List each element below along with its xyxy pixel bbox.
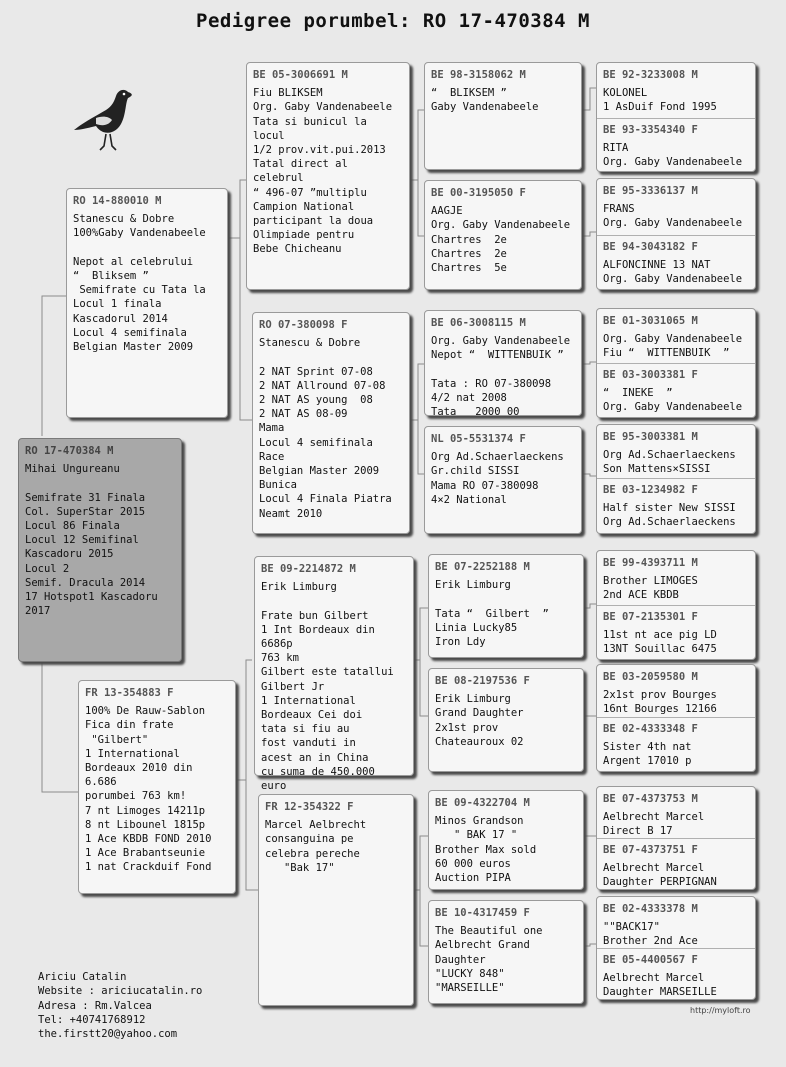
watermark-url: http://myloft.ro — [690, 1006, 751, 1015]
subject-text: Mihai Ungureanu Semifrate 31 Finala Col. SuperStar 2015 Locul 86 Finala Locul 12 Semifinal Kascadoru 2015 Locul 2 Semif. Dracula 2014 17 Hotspot1 Kascadoru 2017 — [25, 463, 158, 618]
grandsire-paternal-card — [246, 62, 410, 290]
contact-phone: Tel: +40741768912 — [38, 1013, 146, 1026]
gen4-ring: BE 03-3003381 F — [603, 369, 698, 381]
granddam-maternal-ring: FR 12-354322 F — [265, 801, 354, 813]
gen4-text: 11st nt ace pig LD 13NT Souillac 6475 — [603, 629, 717, 656]
gen4-text: Org. Gaby Vandenabeele Fiu “ WITTENBUIK ” — [603, 333, 743, 360]
gen3-ring: BE 08-2197536 F — [435, 675, 530, 687]
gen4-text: Aelbrecht Marcel Direct B 17 — [603, 811, 705, 838]
gen4-text: Half sister New SISSI Org Ad.Schaerlaeckens — [603, 502, 736, 529]
gen3-text: Minos Grandson " BAK 17 " Brother Max sold 60 000 euros Auction PIPA — [435, 815, 537, 885]
gen3-text: AAGJE Org. Gaby Vandenabeele Chartres 2e Chartres 2e Chartres 5e — [431, 205, 571, 275]
gen3-card — [424, 62, 582, 170]
gen4-ring: BE 07-4373751 F — [603, 844, 698, 856]
gen3-text: Erik Limburg Tata “ Gilbert ” Linia Lucky85 Iron Ldy — [435, 579, 549, 649]
gen4-pair — [596, 424, 756, 534]
dam-ring: FR 13-354883 F — [85, 687, 174, 699]
gen4-ring: BE 07-2135301 F — [603, 611, 698, 623]
granddam-paternal-card — [252, 312, 410, 534]
gen3-text: Org. Gaby Vandenabeele Nepot “ WITTENBUIK ” Tata : RO 07-380098 4/2 nat 2008 Tata 2000 00 — [431, 335, 571, 419]
contact-block — [38, 970, 202, 1041]
sire-text: Stanescu & Dobre 100%Gaby Vandenabeele Nepot al celebrului “ Bliksem ” Semifrate cu Tata la Locul 1 finala Kascadorul 2014 Locul 4 semifinala Belgian Master 2009 — [73, 213, 206, 354]
gen4-ring: BE 95-3336137 M — [603, 185, 698, 197]
divider — [597, 235, 755, 236]
dam-card — [78, 680, 236, 894]
grandsire-paternal-text: Fiu BLIKSEM Org. Gaby Vandenabeele Tata si bunicul la locul 1/2 prov.vit.pui.2013 Tatal direct al celebrul “ 496-07 ”multiplu Campion National participant la doua Olimpiade pentru Bebe Chicheanu — [253, 87, 393, 256]
gen4-ring: BE 02-4333378 M — [603, 903, 698, 915]
gen3-card — [424, 310, 582, 419]
contact-name: Ariciu Catalin — [38, 971, 127, 983]
gen3-ring: BE 09-4322704 M — [435, 797, 530, 809]
gen3-text: “ BLIKSEM ” Gaby Vandenabeele — [431, 87, 539, 114]
gen3-ring: BE 98-3158062 M — [431, 69, 526, 81]
gen3-card — [428, 790, 584, 890]
gen4-pair — [596, 664, 756, 772]
gen4-text: Org Ad.Schaerlaeckens Son Mattens×SISSI — [603, 449, 736, 476]
divider — [597, 717, 755, 718]
gen4-text: Aelbrecht Marcel Daughter PERPIGNAN — [603, 862, 717, 889]
gen4-text: ""BACK17" Brother 2nd Ace — [603, 921, 698, 948]
page-title: Pedigree porumbel: RO 17-470384 M — [196, 10, 590, 32]
gen4-text: FRANS Org. Gaby Vandenabeele — [603, 203, 743, 230]
divider — [597, 478, 755, 479]
gen4-pair — [596, 178, 756, 290]
grandsire-paternal-ring: BE 05-3006691 M — [253, 69, 348, 81]
gen3-text: Org Ad.Schaerlaeckens Gr.child SISSI Mama RO 07-380098 4×2 National — [431, 451, 564, 506]
divider — [597, 838, 755, 839]
gen3-ring: BE 10-4317459 F — [435, 907, 530, 919]
granddam-paternal-ring: RO 07-380098 F — [259, 319, 348, 331]
gen4-pair — [596, 62, 756, 172]
gen4-text: RITA Org. Gaby Vandenabeele — [603, 142, 743, 169]
gen3-card — [428, 900, 584, 1004]
gen4-pair — [596, 786, 756, 890]
dam-text: 100% De Rauw-Sablon Fica din frate "Gilbert" 1 International Bordeaux 2010 din 6.686 porumbei 763 km! 7 nt Limoges 14211p 8 nt Libounel 1815p 1 Ace KBDB FOND 2010 1 Ace Brabantseunie 1 nat Crackduif Fond — [85, 705, 212, 874]
gen3-ring: BE 07-2252188 M — [435, 561, 530, 573]
gen3-text: Erik Limburg Grand Daughter 2x1st prov Chateauroux 02 — [435, 693, 524, 748]
gen4-text: Brother LIMOGES 2nd ACE KBDB — [603, 575, 698, 602]
gen4-ring: BE 03-1234982 F — [603, 484, 698, 496]
gen3-ring: NL 05-5531374 F — [431, 433, 526, 445]
sire-ring: RO 14-880010 M — [73, 195, 162, 207]
granddam-paternal-text: Stanescu & Dobre 2 NAT Sprint 07-08 2 NAT Allround 07-08 2 NAT AS young 08 2 NAT AS 08-09 Mama Locul 4 semifinala Race Belgian Master 2009 Bunica Locul 4 Finala Piatra Neamt 2010 — [259, 337, 392, 520]
subject-card — [18, 438, 182, 662]
gen4-ring: BE 01-3031065 M — [603, 315, 698, 327]
gen4-text: 2x1st prov Bourges 16nt Bourges 12166 — [603, 689, 717, 716]
divider — [597, 948, 755, 949]
granddam-maternal-card — [258, 794, 414, 1006]
grandsire-maternal-text: Erik Limburg Frate bun Gilbert 1 Int Bordeaux din 6686p 763 km Gilbert este tatallui Gilbert Jr 1 International Bordeaux Cei doi tata si fiu au fost vanduti in acest an in China cu suma de 450.000 euro — [261, 581, 394, 793]
gen4-text: Sister 4th nat Argent 17010 p — [603, 741, 692, 768]
gen4-ring: BE 93-3354340 F — [603, 124, 698, 136]
gen4-ring: BE 95-3003381 M — [603, 431, 698, 443]
contact-website[interactable]: Website : ariciucatalin.ro — [38, 985, 203, 998]
gen3-ring: BE 00-3195050 F — [431, 187, 526, 199]
gen3-text: The Beautiful one Aelbrecht Grand Daughter "LUCKY 848" "MARSEILLE" — [435, 925, 543, 995]
gen3-ring: BE 06-3008115 M — [431, 317, 526, 329]
gen4-pair — [596, 308, 756, 418]
gen4-ring: BE 99-4393711 M — [603, 557, 698, 569]
gen4-ring: BE 92-3233008 M — [603, 69, 698, 81]
gen4-pair — [596, 550, 756, 660]
gen4-text: “ INEKE ” Org. Gaby Vandenabeele — [603, 387, 743, 414]
sire-card — [66, 188, 228, 418]
gen3-card — [428, 668, 584, 772]
subject-ring: RO 17-470384 M — [25, 445, 114, 457]
contact-address: Adresa : Rm.Valcea — [38, 999, 152, 1012]
gen4-ring: BE 94-3043182 F — [603, 241, 698, 253]
gen4-pair — [596, 896, 756, 1000]
divider — [597, 363, 755, 364]
gen4-text: Aelbrecht Marcel Daughter MARSEILLE — [603, 972, 717, 999]
gen3-card — [428, 554, 584, 658]
gen4-text: ALFONCINNE 13 NAT Org. Gaby Vandenabeele — [603, 259, 743, 286]
gen4-text: KOLONEL 1 AsDuif Fond 1995 — [603, 87, 717, 114]
contact-email[interactable]: the.firstt20@yahoo.com — [38, 1028, 178, 1041]
divider — [597, 605, 755, 606]
gen4-ring: BE 07-4373753 M — [603, 793, 698, 805]
gen4-ring: BE 02-4333348 F — [603, 723, 698, 735]
gen4-ring: BE 03-2059580 M — [603, 671, 698, 683]
divider — [597, 118, 755, 119]
grandsire-maternal-card — [254, 556, 414, 793]
grandsire-maternal-ring: BE 09-2214872 M — [261, 563, 356, 575]
gen3-card — [424, 426, 582, 534]
gen4-ring: BE 05-4400567 F — [603, 954, 698, 966]
granddam-maternal-text: Marcel Aelbrecht consanguina pe celebra pereche "Bak 17" — [265, 819, 367, 874]
gen3-card — [424, 180, 582, 290]
